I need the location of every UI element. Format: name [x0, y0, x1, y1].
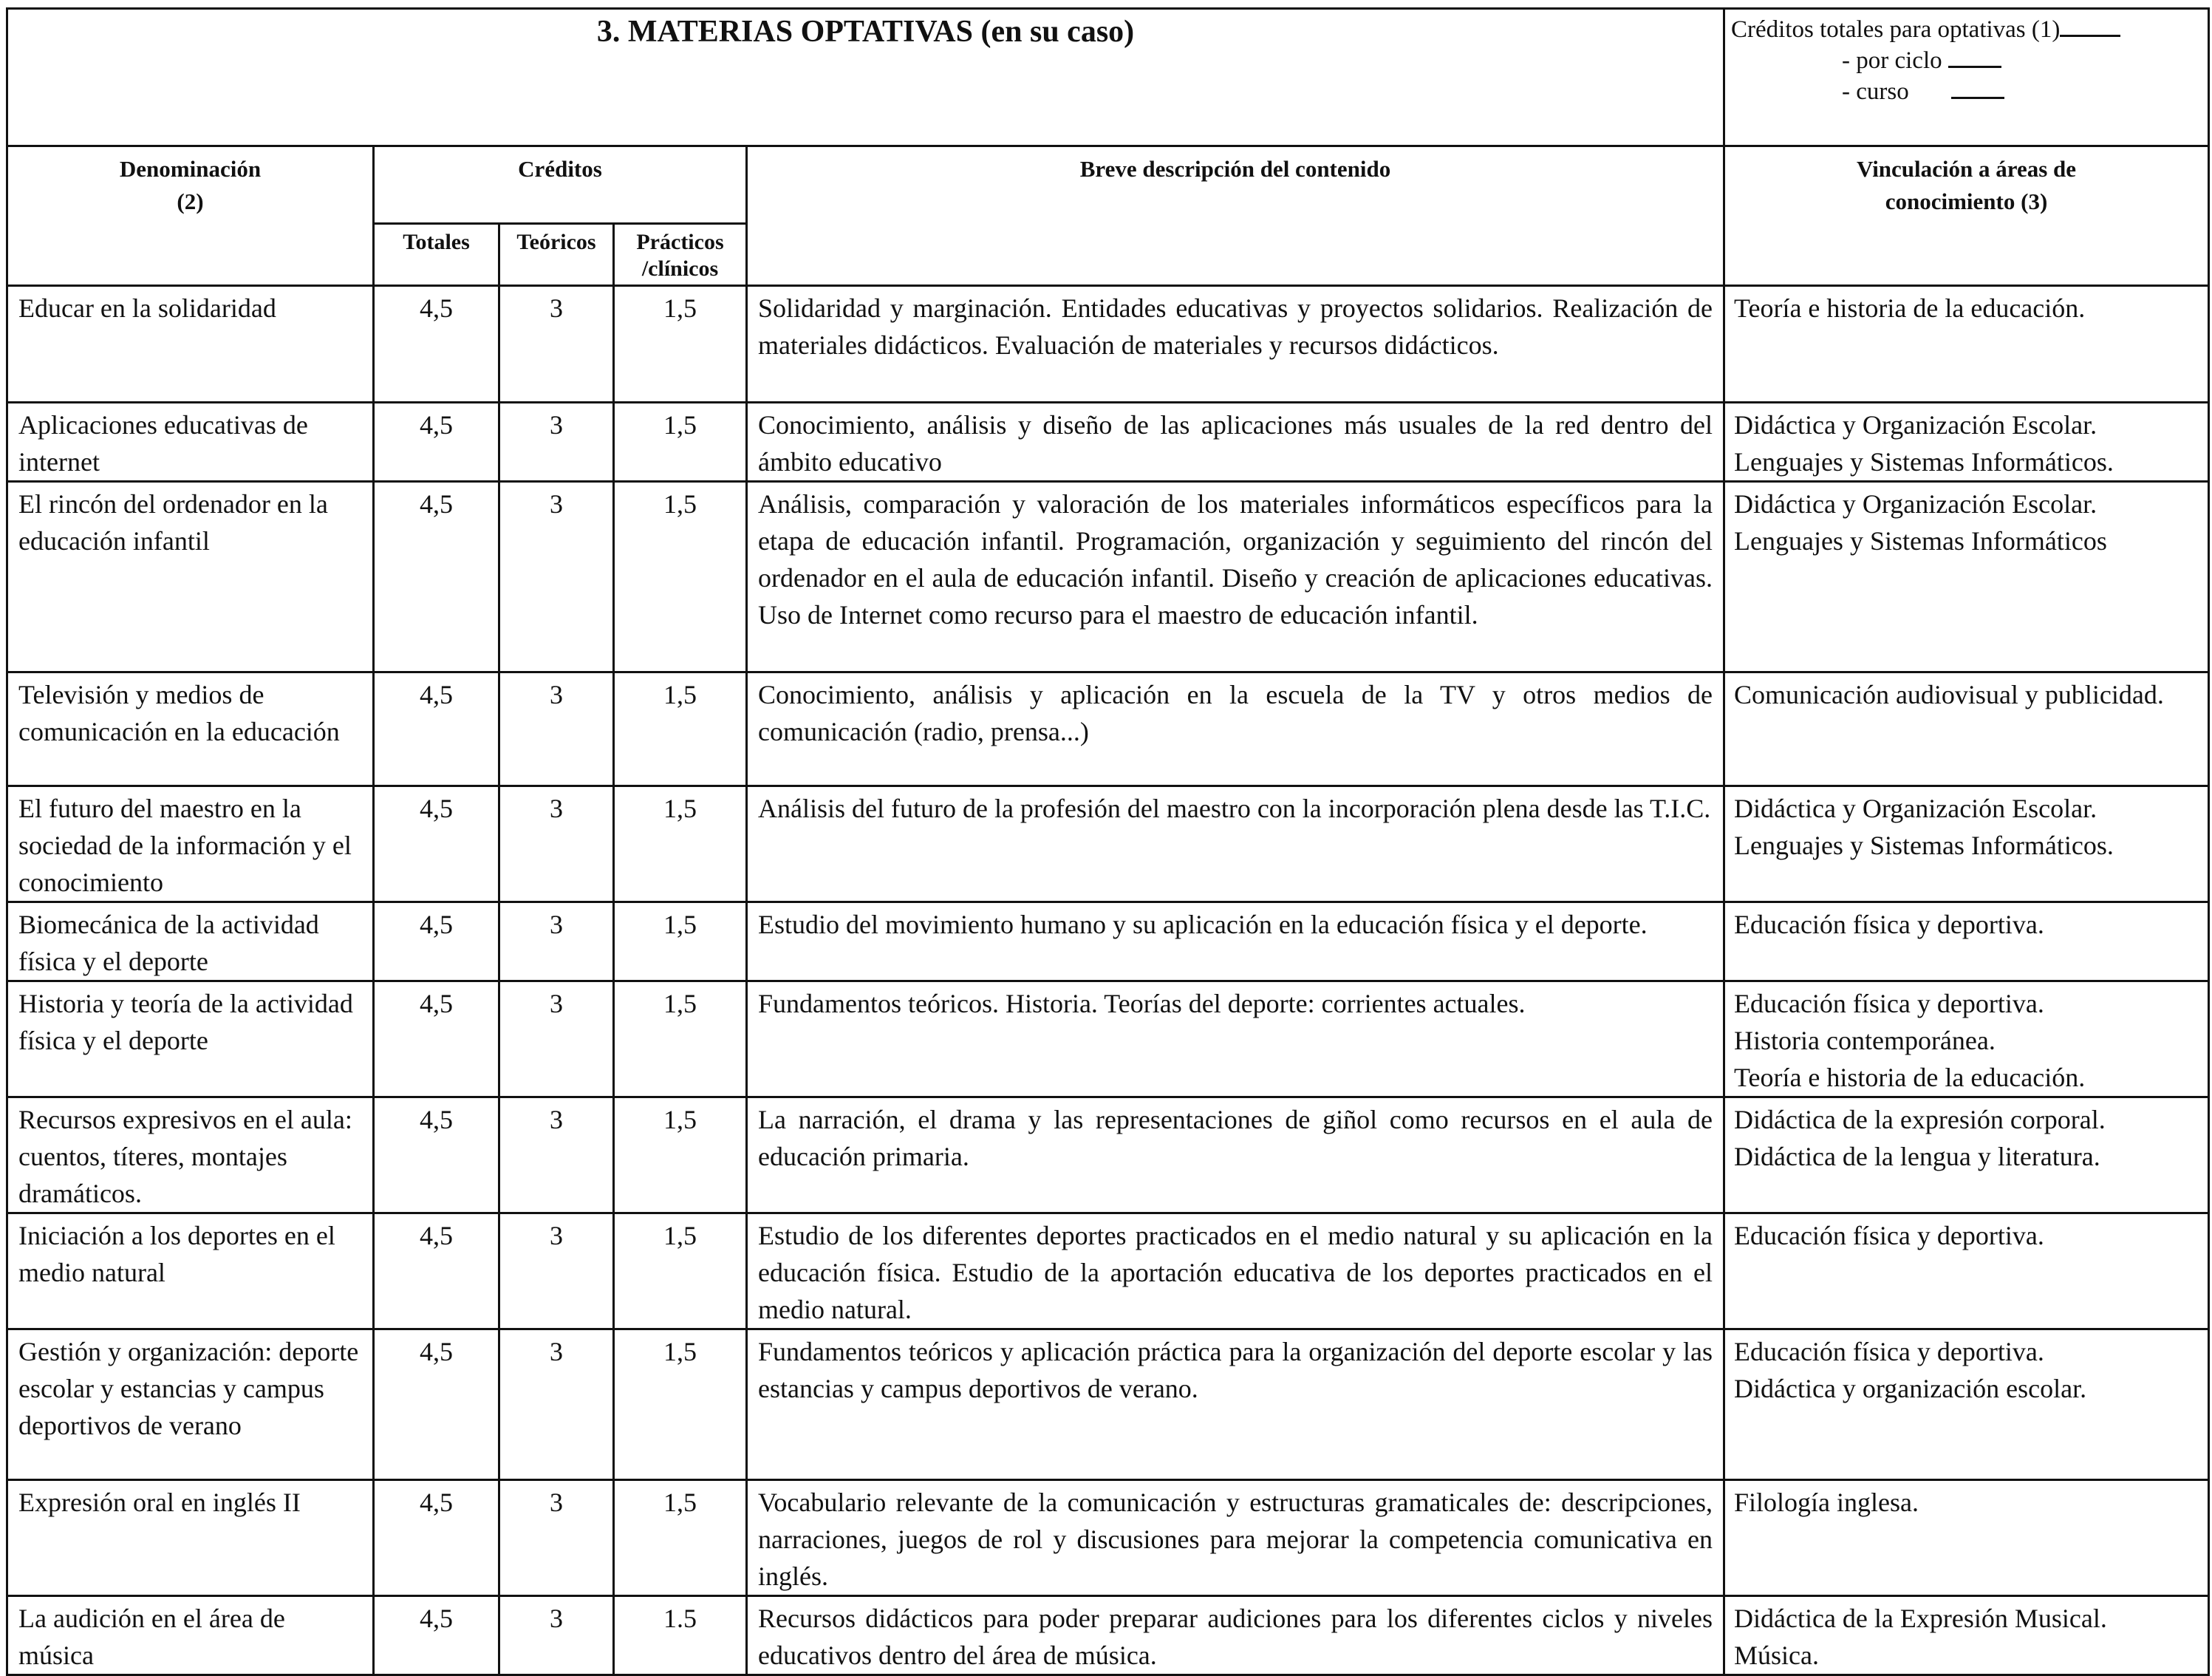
- credit-totals-label: Créditos totales para optativas (1): [1731, 16, 2061, 43]
- table-row: [7, 1329, 2209, 1480]
- credits-total: 4,5: [374, 981, 499, 1097]
- knowledge-areas: Didáctica de la Expresión Musical. Música.: [1724, 1596, 2209, 1675]
- header-vinculacion: Vinculación a áreas de conocimiento (3): [1724, 146, 2209, 286]
- credits-theory: 3: [499, 1097, 614, 1213]
- knowledge-areas: Educación física y deportiva.: [1724, 902, 2209, 981]
- subject-description: Fundamentos teóricos y aplicación práctica para la organización del deporte escolar y las estancias y campus deportivos de verano.: [747, 1329, 1724, 1480]
- knowledge-areas: Comunicación audiovisual y publicidad.: [1724, 672, 2209, 786]
- knowledge-areas: Didáctica y Organización Escolar. Lenguajes y Sistemas Informáticos.: [1724, 403, 2209, 482]
- header-denominacion: Denominación (2): [7, 146, 374, 286]
- credits-practice: 1,5: [614, 482, 747, 672]
- credits-total: 4,5: [374, 1329, 499, 1480]
- optional-subjects-table: [6, 7, 2210, 1676]
- credits-total: 4,5: [374, 482, 499, 672]
- subject-description: Estudio del movimiento humano y su aplicación en la educación física y el deporte.: [747, 902, 1724, 981]
- credits-theory: 3: [499, 1213, 614, 1329]
- credits-total: 4,5: [374, 902, 499, 981]
- page-title: 3. MATERIAS OPTATIVAS (en su caso): [596, 15, 1135, 49]
- subject-description: Estudio de los diferentes deportes practicados en el medio natural y su aplicación en la educación física. Estudio de la aportación educativa de los deportes practicados en el medio natural.: [747, 1213, 1724, 1329]
- credits-theory: 3: [499, 902, 614, 981]
- header-totales: Totales: [374, 224, 499, 286]
- credits-theory: 3: [499, 786, 614, 902]
- title-cell: [7, 9, 1724, 146]
- knowledge-areas: Teoría e historia de la educación.: [1724, 286, 2209, 403]
- credits-practice: 1,5: [614, 286, 747, 403]
- subject-description: Conocimiento, análisis y aplicación en la escuela de la TV y otros medios de comunicación (radio, prensa...): [747, 672, 1724, 786]
- subject-description: Análisis, comparación y valoración de los materiales informáticos específicos para la etapa de educación infantil. Programación, organización y seguimiento del rincón del ordenador en el aula de educación infantil. Diseño y creación de aplicaciones educativas. Uso de Internet como recurso para el maestro de educación infantil.: [747, 482, 1724, 672]
- table-row: [7, 981, 2209, 1097]
- subject-name: El rincón del ordenador en la educación infantil: [7, 482, 374, 672]
- table-row: [7, 902, 2209, 981]
- subject-description: Recursos didácticos para poder preparar audiciones para los diferentes ciclos y niveles educativos dentro del área de música.: [747, 1596, 1724, 1675]
- credits-theory: 3: [499, 1596, 614, 1675]
- header-row-1: [7, 146, 2209, 224]
- credits-practice: 1,5: [614, 786, 747, 902]
- credits-theory: 3: [499, 672, 614, 786]
- subject-name: Historia y teoría de la actividad física y el deporte: [7, 981, 374, 1097]
- blank-line: [1951, 76, 2004, 99]
- subject-description: Conocimiento, análisis y diseño de las aplicaciones más usuales de la red dentro del ámbito educativo: [747, 403, 1724, 482]
- subject-name: Recursos expresivos en el aula: cuentos, títeres, montajes dramáticos.: [7, 1097, 374, 1213]
- table-row: [7, 1213, 2209, 1329]
- subject-name: Televisión y medios de comunicación en la educación: [7, 672, 374, 786]
- credits-practice: 1,5: [614, 902, 747, 981]
- header-teoricos: Teóricos: [499, 224, 614, 286]
- knowledge-areas: Didáctica de la expresión corporal. Didáctica de la lengua y literatura.: [1724, 1097, 2209, 1213]
- table-row: [7, 403, 2209, 482]
- credit-totals-box: [1724, 9, 2209, 146]
- title-row: [7, 9, 2209, 146]
- credits-theory: 3: [499, 286, 614, 403]
- subject-name: Expresión oral en inglés II: [7, 1480, 374, 1596]
- credits-theory: 3: [499, 981, 614, 1097]
- table-row: [7, 482, 2209, 672]
- knowledge-areas: Educación física y deportiva. Didáctica y organización escolar.: [1724, 1329, 2209, 1480]
- subject-description: Fundamentos teóricos. Historia. Teorías del deporte: corrientes actuales.: [747, 981, 1724, 1097]
- per-year-label: - curso: [1842, 78, 1909, 105]
- credits-practice: 1,5: [614, 981, 747, 1097]
- credits-total: 4,5: [374, 1213, 499, 1329]
- subject-name: Biomecánica de la actividad física y el deporte: [7, 902, 374, 981]
- credits-practice: 1,5: [614, 1329, 747, 1480]
- table-row: [7, 1480, 2209, 1596]
- subject-name: Aplicaciones educativas de internet: [7, 403, 374, 482]
- credits-practice: 1,5: [614, 672, 747, 786]
- header-practicos: Prácticos /clínicos: [614, 224, 747, 286]
- knowledge-areas: Didáctica y Organización Escolar. Lenguajes y Sistemas Informáticos: [1724, 482, 2209, 672]
- header-creditos: Créditos: [374, 146, 747, 224]
- table-row: [7, 672, 2209, 786]
- credits-theory: 3: [499, 1329, 614, 1480]
- credits-practice: 1,5: [614, 1213, 747, 1329]
- table-row: [7, 1596, 2209, 1675]
- credits-total: 4,5: [374, 1097, 499, 1213]
- table-row: [7, 1097, 2209, 1213]
- blank-line: [2060, 14, 2120, 37]
- subject-name: El futuro del maestro en la sociedad de la información y el conocimiento: [7, 786, 374, 902]
- subject-description: Análisis del futuro de la profesión del maestro con la incorporación plena desde las T.I.C.: [747, 786, 1724, 902]
- credits-practice: 1,5: [614, 403, 747, 482]
- credits-theory: 3: [499, 482, 614, 672]
- credits-practice: 1,5: [614, 1097, 747, 1213]
- credits-total: 4,5: [374, 1596, 499, 1675]
- blank-line: [1948, 45, 2001, 68]
- subject-name: Educar en la solidaridad: [7, 286, 374, 403]
- subject-description: Solidaridad y marginación. Entidades educativas y proyectos solidarios. Realización de materiales didácticos. Evaluación de materiales y recursos didácticos.: [747, 286, 1724, 403]
- knowledge-areas: Didáctica y Organización Escolar. Lenguajes y Sistemas Informáticos.: [1724, 786, 2209, 902]
- credits-total: 4,5: [374, 286, 499, 403]
- subject-name: La audición en el área de música: [7, 1596, 374, 1675]
- credits-theory: 3: [499, 403, 614, 482]
- credits-total: 4,5: [374, 786, 499, 902]
- knowledge-areas: Educación física y deportiva.: [1724, 1213, 2209, 1329]
- credits-practice: 1.5: [614, 1596, 747, 1675]
- knowledge-areas: Filología inglesa.: [1724, 1480, 2209, 1596]
- credits-practice: 1,5: [614, 1480, 747, 1596]
- credits-total: 4,5: [374, 403, 499, 482]
- credits-total: 4,5: [374, 1480, 499, 1596]
- table-row: [7, 286, 2209, 403]
- subject-description: Vocabulario relevante de la comunicación y estructuras gramaticales de: descripciones, narraciones, juegos de rol y discusiones para mejorar la competencia comunicativa en inglés.: [747, 1480, 1724, 1596]
- subject-description: La narración, el drama y las representaciones de giñol como recursos en el aula de educación primaria.: [747, 1097, 1724, 1213]
- table-row: [7, 786, 2209, 902]
- subject-name: Gestión y organización: deporte escolar y estancias y campus deportivos de verano: [7, 1329, 374, 1480]
- header-descripcion: Breve descripción del contenido: [747, 146, 1724, 286]
- subject-name: Iniciación a los deportes en el medio natural: [7, 1213, 374, 1329]
- per-cycle-label: - por ciclo: [1842, 47, 1942, 74]
- credits-total: 4,5: [374, 672, 499, 786]
- knowledge-areas: Educación física y deportiva. Historia contemporánea. Teoría e historia de la educación.: [1724, 981, 2209, 1097]
- credits-theory: 3: [499, 1480, 614, 1596]
